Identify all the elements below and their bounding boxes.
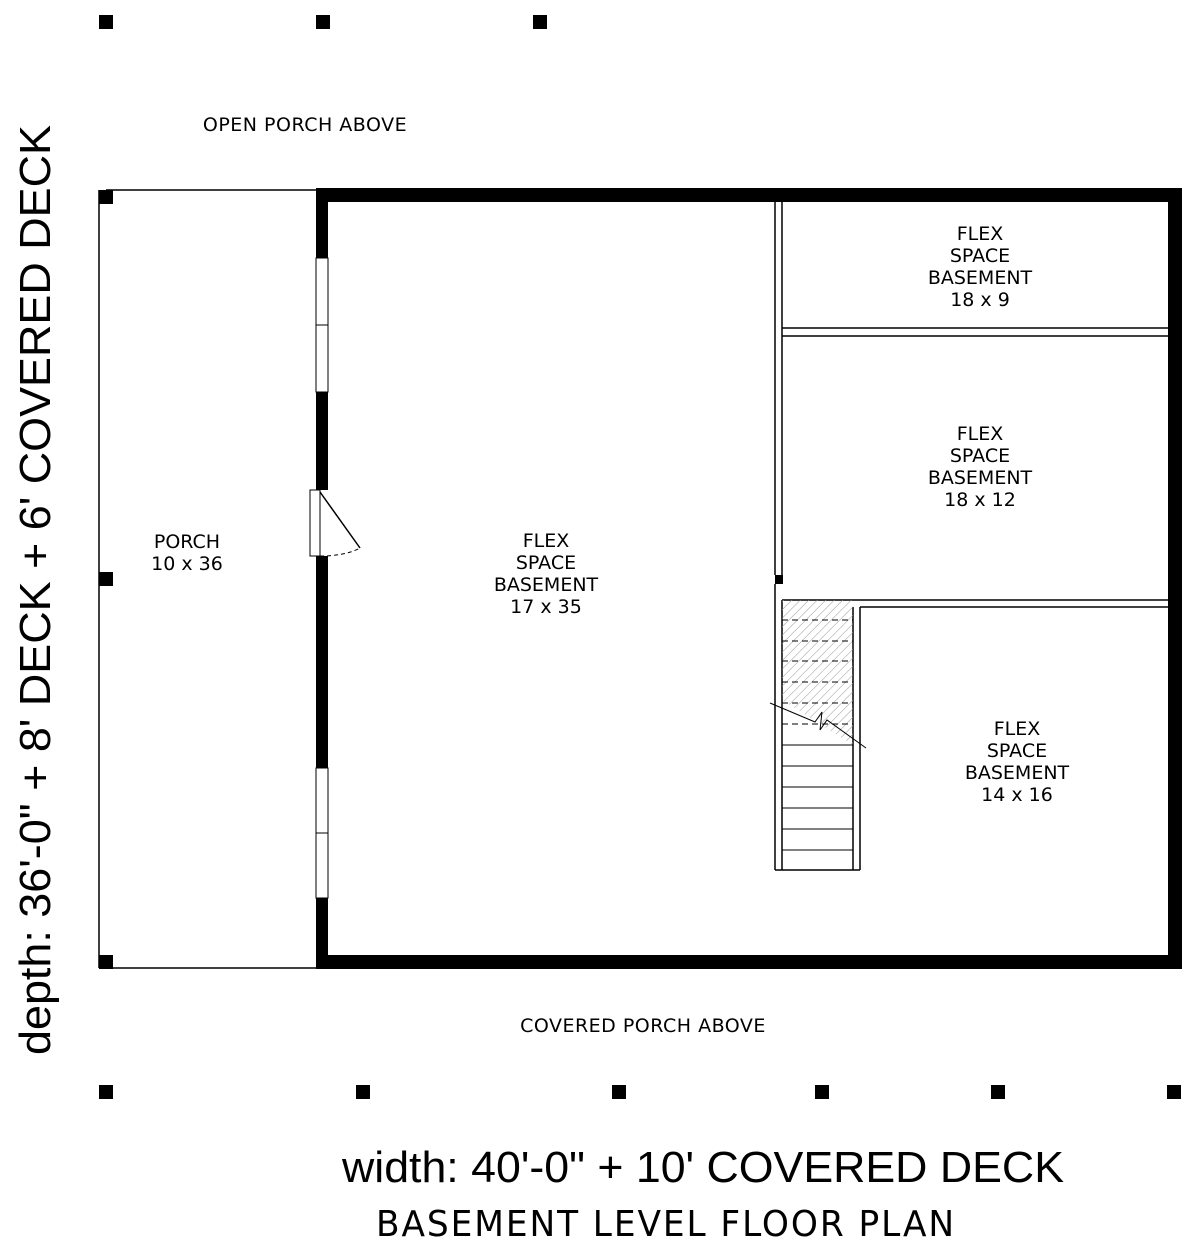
mid-right-room-line2: SPACE [949,445,1011,467]
top-posts [99,15,547,29]
bottom-posts [99,1085,1181,1099]
post-marker [99,572,113,586]
post-marker [99,955,113,969]
main-room-line1: FLEX [522,530,570,552]
covered-porch-above-label: COVERED PORCH ABOVE [520,1015,766,1037]
open-porch-above-label: OPEN PORCH ABOVE [202,114,408,136]
bottom-right-room-size: 14 x 16 [981,784,1053,806]
exterior-walls [316,188,1182,969]
bottom-right-room-line2: SPACE [986,740,1048,762]
post-marker [991,1085,1005,1099]
post-marker [99,1085,113,1099]
mid-right-room-size: 18 x 12 [944,489,1016,511]
bottom-right-room-line3: BASEMENT [964,762,1070,784]
post-marker [815,1085,829,1099]
post-marker [99,190,113,204]
post-marker [356,1085,370,1099]
porch-name: PORCH [153,531,221,553]
main-room-line3: BASEMENT [493,574,599,596]
bottom-right-room-line1: FLEX [993,718,1041,740]
staircase [770,600,866,850]
top-right-room-size: 18 x 9 [950,289,1010,311]
depth-dimension-label: depth: 36'-0" + 8' DECK + 6' COVERED DECK [11,143,60,1055]
top-right-room-line2: SPACE [949,245,1011,267]
porch-area [99,190,318,969]
door [310,490,360,556]
plan-title: BASEMENT LEVEL FLOOR PLAN [376,1204,956,1245]
post-marker [99,15,113,29]
top-right-room-line1: FLEX [956,223,1004,245]
mid-right-room-line1: FLEX [956,423,1004,445]
main-room-line2: SPACE [515,552,577,574]
porch-size: 10 x 36 [151,553,223,575]
post-marker [316,15,330,29]
top-right-room-line3: BASEMENT [927,267,1033,289]
mid-right-room-line3: BASEMENT [927,467,1033,489]
post-marker [1167,1085,1181,1099]
width-dimension-label: width: 40'-0" + 10' COVERED DECK [340,1143,1064,1192]
post-marker [612,1085,626,1099]
post-marker [533,15,547,29]
main-room-size: 17 x 35 [510,596,582,618]
